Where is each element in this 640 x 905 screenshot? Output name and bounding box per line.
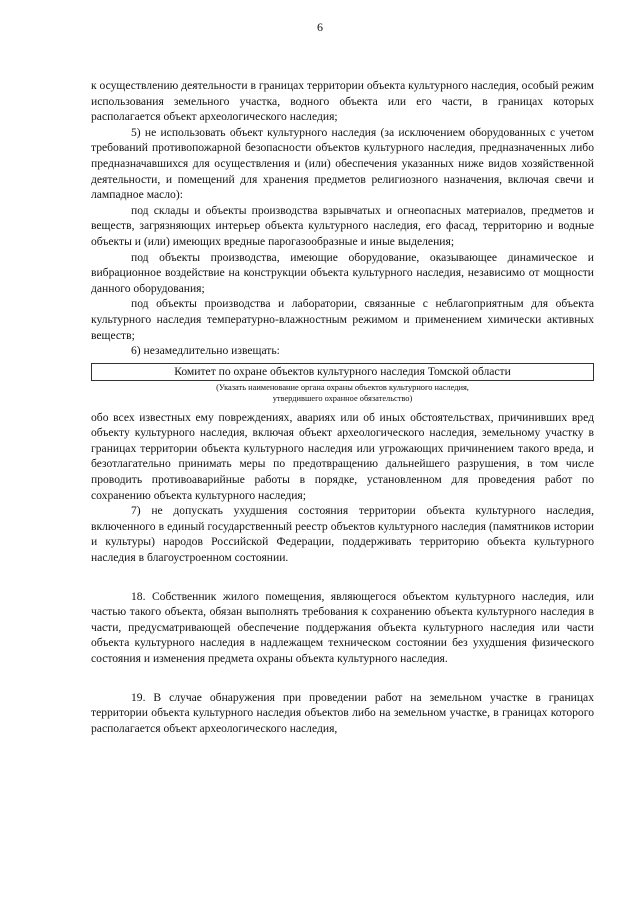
document-body xyxy=(91,78,594,736)
paragraph-laboratories: под объекты производства и лаборатории, связанные с неблагоприятным для объекта культурного наследия температурно-влажностным режимом и применением химически активных веществ; xyxy=(91,297,594,342)
authority-note-line-2: утвердившего охранное обязательство) xyxy=(272,393,413,403)
paragraph-item-7: 7) не допускать ухудшения состояния территории объекта культурного наследия, включенного в единый государственный реестр объектов культурного наследия (памятников истории и культуры) народов Российской Федерации, поддерживать территорию объекта культурного наследия в благоустроенном состоянии. xyxy=(91,504,594,565)
paragraph-19: 19. В случае обнаружения при проведении работ на земельном участке в границах территории объекта культурного наследия объектов либо на земельном участке, в границах которого располагается объект археологического наследия, xyxy=(91,690,594,735)
paragraph-warehouses: под склады и объекты производства взрывчатых и огнеопасных материалов, предметов и веществ, загрязняющих интерьер объекта культурного наследия, его фасад, территорию и водные объекты и (или) имеющих вредные парогазообразные и иные выделения; xyxy=(91,203,594,248)
paragraph-item-6: 6) незамедлительно извещать: xyxy=(131,344,280,358)
authority-name-note xyxy=(91,382,594,404)
paragraph-continuation: к осуществлению деятельности в границах территории объекта культурного наследия, особый режим использования земельного участка, водного объекта или его части, в границах которых располагается объект археологического наследия; xyxy=(91,79,594,124)
paragraph-production: под объекты производства, имеющие оборудование, оказывающее динамическое и вибрационное воздействие на конструкции объекта культурного наследия, независимо от мощности данного оборудования; xyxy=(91,250,594,295)
authority-name-box: Комитет по охране объектов культурного наследия Томской области xyxy=(91,363,594,381)
paragraph-item-5: 5) не использовать объект культурного наследия (за исключением оборудованных с учетом требований противопожарной безопасности объектов культурного наследия, предназначенных либо предназначавшихся для осуществления и (или) обеспечения указанных ниже видов хозяйственной деятельности, и помещений для хранения предметов религиозного назначения, включая свечи и лампадное масло): xyxy=(91,125,594,202)
authority-note-line-1: (Указать наименование органа охраны объектов культурного наследия, xyxy=(216,382,469,392)
paragraph-18: 18. Собственник жилого помещения, являющегося объектом культурного наследия, или частью такого объекта, обязан выполнять требования к сохранению объекта культурного наследия в части, предусматривающей обеспечение поддержания объекта культурного наследия или части объекта культурного наследия в надлежащем техническом состоянии без ухудшения физического состояния и изменения предмета охраны объекта культурного наследия. xyxy=(91,589,594,665)
page-number: 6 xyxy=(317,20,323,34)
paragraph-damage-report: обо всех известных ему повреждениях, авариях или об иных обстоятельствах, причинивших вред объекту культурного наследия, включая объект археологического наследия, земельному участку в границах территории объекта культурного наследия или угрожающих причинением такого вреда, и безотлагательно принимать меры по предотвращению дальнейшего разрушения, в том числе проводить противоаварийные работы в порядке, установленном для проведения работ по сохранению объекта культурного наследия; xyxy=(91,410,594,502)
